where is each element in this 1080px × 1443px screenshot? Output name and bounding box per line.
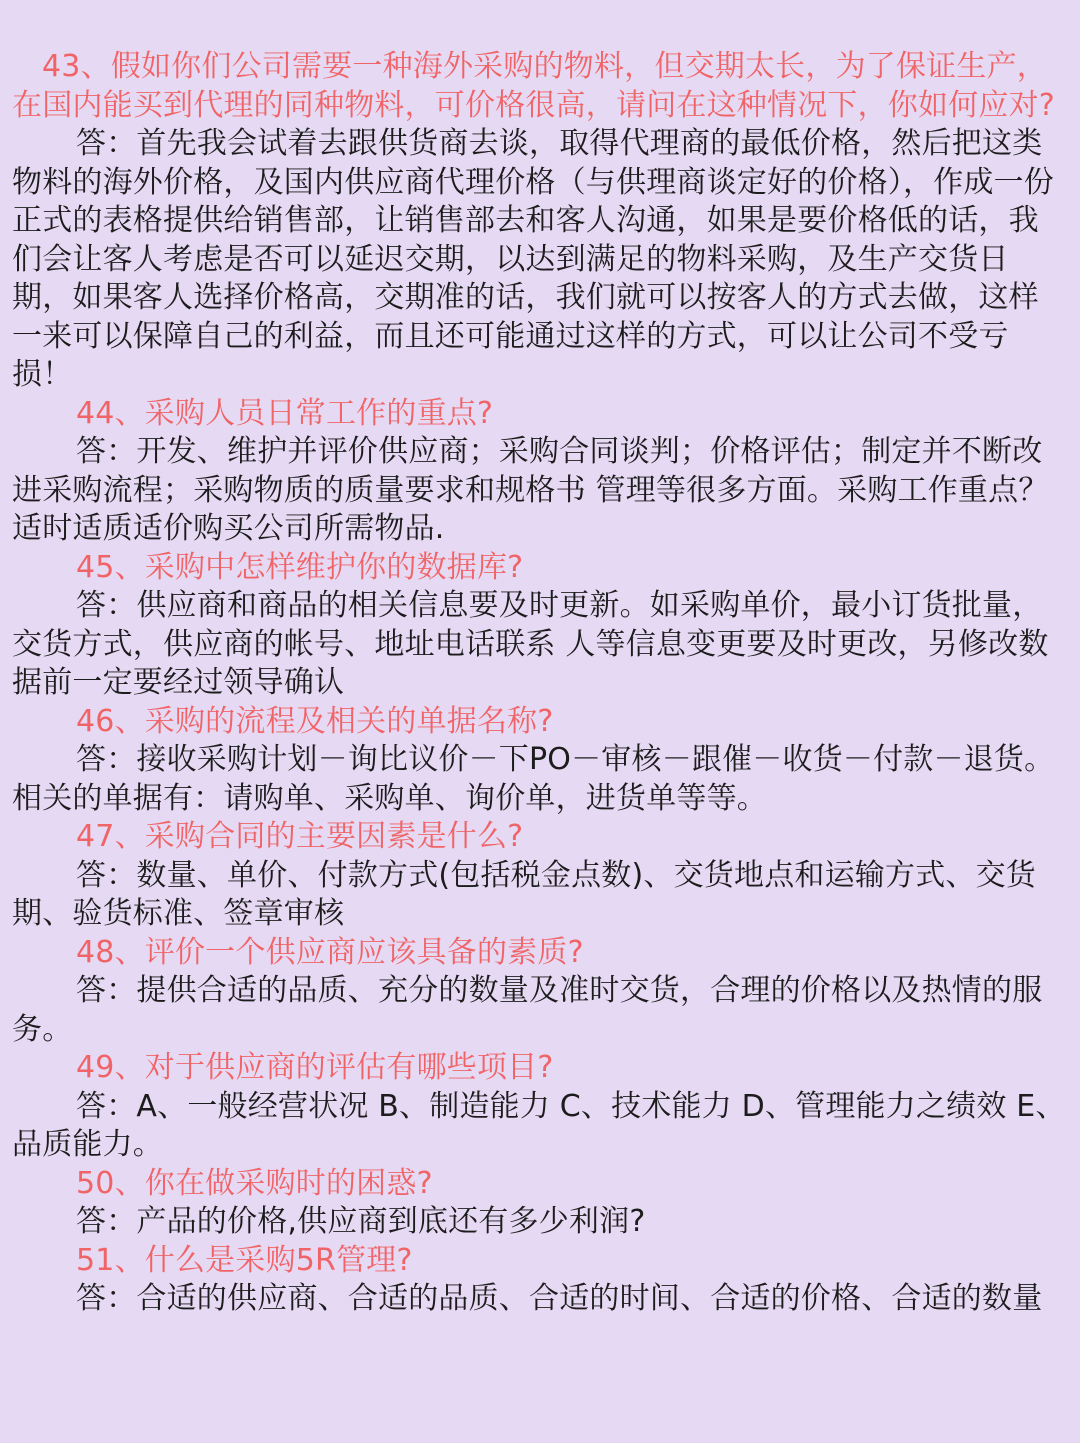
question-45: 45、采购中怎样维护你的数据库? (76, 549, 524, 585)
question-44: 44、采购人员日常工作的重点? (76, 395, 494, 431)
qa-item-51 (12, 1242, 1068, 1319)
answer-49: 答：A、一般经营状况 B、制造能力 C、技术能力 D、管理能力之绩效 E、品质能力。 (12, 1088, 1066, 1162)
question-46: 46、采购的流程及相关的单据名称? (76, 703, 554, 739)
question-50: 50、你在做采购时的困惑? (76, 1165, 433, 1201)
question-43: 43、假如你们公司需要一种海外采购的物料，但交期太长，为了保证生产，在国内能买到代理的同种物料，可价格很高，请问在这种情况下，你如何应对? (12, 49, 1055, 123)
qa-item-46 (12, 703, 1068, 819)
question-49: 49、对于供应商的评估有哪些项目? (76, 1050, 554, 1085)
answer-47: 答：数量、单价、付款方式(包括税金点数)、交货地点和运输方式、交货期、验货标准、签章审核 (12, 857, 1037, 931)
answer-51: 答：合适的供应商、合适的品质、合适的时间、合适的价格、合适的数量 (76, 1281, 1043, 1316)
question-47: 47、采购合同的主要因素是什么? (76, 819, 524, 854)
qa-item-45 (12, 549, 1068, 703)
question-48: 48、评价一个供应商应该具备的素质? (76, 934, 584, 970)
answer-43: 答：首先我会试着去跟供货商去谈，取得代理商的最低价格，然后把这类物料的海外价格，及国内供应商代理价格（与供理商谈定好的价格），作成一份正式的表格提供给销售部，让销售部去和客人沟通，如果是要价格低的话，我们会让客人考虑是否可以延迟交期，以达到满足的物料采购，及生产交货日期，如果客人选择价格高，交期准的话，我们就可以按客人的方式去做，这样一来可以保障自己的利益，而且还可能通过这样的方式，可以让公司不受亏损！ (12, 126, 1054, 392)
question-51: 51、什么是采购5R管理? (76, 1242, 413, 1278)
answer-48: 答：提供合适的品质、充分的数量及准时交货，合理的价格以及热情的服务。 (12, 973, 1043, 1047)
qa-item-49 (12, 1049, 1068, 1165)
qa-item-48 (12, 934, 1068, 1050)
answer-45: 答：供应商和商品的相关信息要及时更新。如采购单价，最小订货批量，交货方式，供应商的帐号、地址电话联系 人等信息变更要及时更改，另修改数据前一定要经过领导确认 (12, 588, 1049, 700)
qa-item-47 (12, 818, 1068, 934)
answer-50: 答：产品的价格,供应商到底还有多少利润? (76, 1204, 646, 1239)
answer-44: 答：开发、维护并评价供应商；采购合同谈判；价格评估；制定并不断改进采购流程；采购物质的质量要求和规格书 管理等很多方面。采购工作重点？适时适质适价购买公司所需物品. (12, 434, 1049, 546)
answer-46: 答：接收采购计划－询比议价－下PO－审核－跟催－收货－付款－退货。相关的单据有：请购单、采购单、询价单，进货单等等。 (12, 742, 1055, 816)
qa-item-44 (12, 395, 1068, 549)
qa-item-43 (12, 48, 1068, 395)
qa-item-50 (12, 1165, 1068, 1242)
